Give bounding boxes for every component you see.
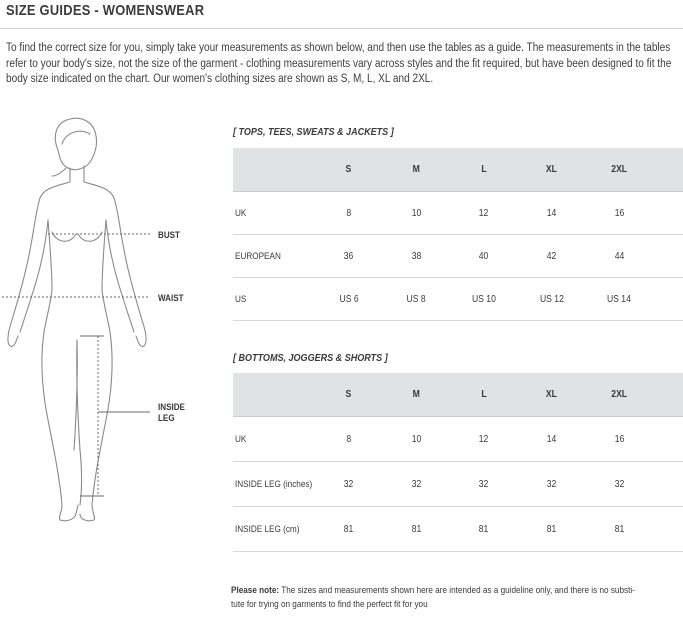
size-header-cell: 2XL (611, 164, 628, 175)
page-title: SIZE GUIDES - WOMENSWEAR (6, 2, 205, 19)
size-header-cell: XL (546, 164, 558, 175)
size-header-cell: S (345, 164, 352, 175)
row-label: EUROPEAN (235, 250, 281, 262)
row-label: INSIDE LEG (cm) (235, 523, 300, 535)
tops-header-row (233, 148, 683, 192)
table-cell: 81 (344, 523, 354, 535)
table-cell: 10 (411, 433, 422, 445)
table-cell: 81 (614, 523, 624, 535)
row-label: UK (235, 207, 247, 219)
table-cell: 32 (411, 478, 422, 490)
size-header-cell: XL (546, 389, 558, 400)
table-cell: 32 (614, 478, 624, 490)
table-cell: 12 (479, 433, 489, 445)
table-cell: US 8 (406, 293, 426, 305)
bottoms-header-row (233, 373, 683, 417)
table-cell: 12 (479, 207, 489, 219)
table-cell: 32 (344, 478, 354, 490)
note-line-2: tute for trying on garments to find the perfect fit for you (231, 599, 428, 610)
size-header-cell: L (481, 389, 487, 400)
table-row (233, 417, 683, 462)
note-lead: Please note: (231, 585, 280, 596)
table-cell: 16 (614, 433, 624, 445)
size-header-cell: M (412, 164, 420, 175)
size-header-cell: L (481, 164, 487, 175)
table-cell: 81 (411, 523, 422, 535)
table-row (233, 235, 683, 278)
table-cell: 38 (411, 250, 422, 262)
table-cell: 16 (614, 207, 624, 219)
female-body-outline-icon (0, 110, 160, 530)
title-divider (0, 28, 683, 29)
table-cell: 81 (479, 523, 489, 535)
table-cell: US 12 (539, 293, 564, 305)
table-row (233, 278, 683, 321)
table-cell: US 6 (339, 293, 359, 305)
table-cell: 81 (546, 523, 557, 535)
table-cell: 32 (479, 478, 489, 490)
body-measurement-figure (0, 110, 232, 530)
table-cell: 8 (346, 207, 352, 219)
size-header-cell: S (345, 389, 352, 400)
table-cell: 14 (546, 207, 557, 219)
table-cell: US 10 (472, 293, 496, 305)
table-cell: 42 (546, 250, 557, 262)
size-header-cell: M (412, 389, 420, 400)
table-cell: 40 (479, 250, 489, 262)
row-label: INSIDE LEG (inches) (235, 478, 313, 490)
waist-label: WAIST (158, 293, 184, 304)
row-label: UK (235, 433, 247, 445)
inside-leg-label-line-1: INSIDE (158, 402, 185, 413)
table-cell: 10 (411, 207, 422, 219)
row-label: US (235, 293, 247, 305)
table-cell: US 14 (607, 293, 632, 305)
table-cell: 8 (346, 433, 352, 445)
tops-size-table (233, 148, 683, 321)
intro-paragraph: To find the correct size for you, simply take your measurements as shown below, and then use the tables as a guide. The measurements in the tables refer to your body's size, not the size of the garment - clothing measurements vary across styles and the fit required, but have been designed to fit the body size indicated on the chart. Our women's clothing sizes are shown as S, M, L, XL and 2XL. (6, 42, 672, 85)
table-row (233, 192, 683, 235)
table-cell: 32 (546, 478, 557, 490)
note-line-1: The sizes and measurements shown here are intended as a guideline only, and there is no substi- (281, 585, 635, 596)
size-header-cell: 2XL (611, 389, 628, 400)
table-cell: 14 (546, 433, 557, 445)
table-cell: 36 (344, 250, 354, 262)
table-cell: 44 (614, 250, 624, 262)
table-row (233, 462, 683, 507)
tops-section-title: [ TOPS, TEES, SWEATS & JACKETS ] (233, 126, 394, 138)
table-row (233, 507, 683, 552)
guideline-note (231, 584, 678, 612)
bust-label: BUST (158, 230, 180, 241)
bottoms-section-title: [ BOTTOMS, JOGGERS & SHORTS ] (233, 352, 388, 364)
bottoms-size-table (233, 373, 683, 552)
inside-leg-label-line-2: LEG (158, 413, 175, 424)
